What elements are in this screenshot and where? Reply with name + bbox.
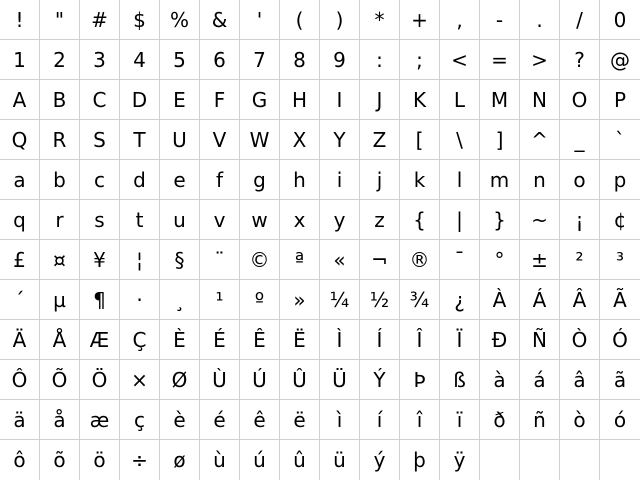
glyph-cell[interactable]: é: [200, 400, 240, 440]
glyph-cell[interactable]: @: [600, 40, 640, 80]
glyph-cell[interactable]: ¯: [440, 240, 480, 280]
glyph-cell[interactable]: õ: [40, 440, 80, 480]
glyph-cell[interactable]: Í: [360, 320, 400, 360]
glyph-cell[interactable]: ²: [560, 240, 600, 280]
glyph-cell[interactable]: ¾: [400, 280, 440, 320]
glyph-cell[interactable]: þ: [400, 440, 440, 480]
glyph-cell[interactable]: 4: [120, 40, 160, 80]
glyph-cell[interactable]: Ð: [480, 320, 520, 360]
glyph-cell[interactable]: ¥: [80, 240, 120, 280]
glyph-cell-empty: [520, 440, 560, 480]
glyph-cell[interactable]: â: [560, 360, 600, 400]
glyph-cell[interactable]: H: [280, 80, 320, 120]
glyph-cell[interactable]: k: [400, 160, 440, 200]
glyph-cell[interactable]: ,: [440, 0, 480, 40]
glyph-cell[interactable]: ö: [80, 440, 120, 480]
glyph-cell[interactable]: Ñ: [520, 320, 560, 360]
glyph-cell[interactable]: ñ: [520, 400, 560, 440]
glyph-cell[interactable]: ©: [240, 240, 280, 280]
glyph-cell[interactable]: -: [480, 0, 520, 40]
glyph-cell[interactable]: Ã: [600, 280, 640, 320]
glyph-cell[interactable]: 1: [0, 40, 40, 80]
glyph-cell[interactable]: ¶: [80, 280, 120, 320]
glyph-cell[interactable]: {: [400, 200, 440, 240]
glyph-cell[interactable]: Û: [280, 360, 320, 400]
glyph-cell[interactable]: ®: [400, 240, 440, 280]
glyph-cell[interactable]: ¹: [200, 280, 240, 320]
glyph-cell[interactable]: P: [600, 80, 640, 120]
glyph-cell[interactable]: 0: [600, 0, 640, 40]
glyph-cell[interactable]: j: [360, 160, 400, 200]
glyph-cell[interactable]: ´: [0, 280, 40, 320]
glyph-cell[interactable]: ¬: [360, 240, 400, 280]
glyph-cell[interactable]: X: [280, 120, 320, 160]
glyph-cell[interactable]: û: [280, 440, 320, 480]
glyph-cell[interactable]: Â: [560, 280, 600, 320]
glyph-cell[interactable]: »: [280, 280, 320, 320]
glyph-cell[interactable]: t: [120, 200, 160, 240]
glyph-cell[interactable]: °: [480, 240, 520, 280]
glyph-cell[interactable]: =: [480, 40, 520, 80]
glyph-cell[interactable]: v: [200, 200, 240, 240]
glyph-cell[interactable]: Ò: [560, 320, 600, 360]
glyph-cell[interactable]: Y: [320, 120, 360, 160]
glyph-cell[interactable]: >: [520, 40, 560, 80]
glyph-cell[interactable]: À: [480, 280, 520, 320]
glyph-cell[interactable]: 9: [320, 40, 360, 80]
glyph-cell[interactable]: 2: [40, 40, 80, 80]
glyph-cell[interactable]: µ: [40, 280, 80, 320]
glyph-cell[interactable]: ü: [320, 440, 360, 480]
glyph-cell[interactable]: ÷: [120, 440, 160, 480]
glyph-cell[interactable]: ?: [560, 40, 600, 80]
glyph-cell[interactable]: ¤: [40, 240, 80, 280]
glyph-cell[interactable]: :: [360, 40, 400, 80]
glyph-cell[interactable]: ò: [560, 400, 600, 440]
glyph-cell[interactable]: I: [320, 80, 360, 120]
glyph-cell[interactable]: è: [160, 400, 200, 440]
glyph-cell[interactable]: q: [0, 200, 40, 240]
glyph-cell[interactable]: ì: [320, 400, 360, 440]
glyph-cell[interactable]: ^: [520, 120, 560, 160]
glyph-cell[interactable]: Ù: [200, 360, 240, 400]
glyph-cell[interactable]: L: [440, 80, 480, 120]
glyph-cell[interactable]: ): [320, 0, 360, 40]
glyph-cell[interactable]: 3: [80, 40, 120, 80]
glyph-cell[interactable]: %: [160, 0, 200, 40]
glyph-cell[interactable]: !: [0, 0, 40, 40]
glyph-cell[interactable]: h: [280, 160, 320, 200]
glyph-cell[interactable]: F: [200, 80, 240, 120]
glyph-cell[interactable]: }: [480, 200, 520, 240]
glyph-cell[interactable]: ù: [200, 440, 240, 480]
glyph-cell[interactable]: å: [40, 400, 80, 440]
glyph-cell[interactable]: Ó: [600, 320, 640, 360]
glyph-cell[interactable]: G: [240, 80, 280, 120]
glyph-cell[interactable]: î: [400, 400, 440, 440]
glyph-cell[interactable]: A: [0, 80, 40, 120]
glyph-cell[interactable]: y: [320, 200, 360, 240]
glyph-cell[interactable]: ¸: [160, 280, 200, 320]
glyph-cell[interactable]: W: [240, 120, 280, 160]
glyph-cell[interactable]: ¢: [600, 200, 640, 240]
glyph-cell[interactable]: æ: [80, 400, 120, 440]
glyph-cell[interactable]: Ä: [0, 320, 40, 360]
glyph-cell[interactable]: ": [40, 0, 80, 40]
glyph-cell[interactable]: S: [80, 120, 120, 160]
glyph-cell[interactable]: ã: [600, 360, 640, 400]
glyph-cell[interactable]: p: [600, 160, 640, 200]
glyph-cell[interactable]: ¨: [200, 240, 240, 280]
glyph-cell[interactable]: V: [200, 120, 240, 160]
glyph-cell[interactable]: ': [240, 0, 280, 40]
glyph-cell[interactable]: ô: [0, 440, 40, 480]
glyph-cell[interactable]: ú: [240, 440, 280, 480]
glyph-cell[interactable]: w: [240, 200, 280, 240]
glyph-cell[interactable]: ·: [120, 280, 160, 320]
glyph-cell[interactable]: D: [120, 80, 160, 120]
glyph-cell[interactable]: ×: [120, 360, 160, 400]
glyph-cell[interactable]: ç: [120, 400, 160, 440]
glyph-cell[interactable]: Ç: [120, 320, 160, 360]
glyph-cell[interactable]: £: [0, 240, 40, 280]
glyph-cell[interactable]: N: [520, 80, 560, 120]
glyph-cell[interactable]: z: [360, 200, 400, 240]
glyph-cell[interactable]: ¡: [560, 200, 600, 240]
glyph-cell[interactable]: Q: [0, 120, 40, 160]
glyph-cell[interactable]: Ì: [320, 320, 360, 360]
glyph-cell[interactable]: [: [400, 120, 440, 160]
glyph-cell[interactable]: ~: [520, 200, 560, 240]
glyph-cell[interactable]: Ý: [360, 360, 400, 400]
glyph-cell[interactable]: r: [40, 200, 80, 240]
glyph-cell[interactable]: $: [120, 0, 160, 40]
glyph-cell[interactable]: §: [160, 240, 200, 280]
glyph-cell[interactable]: |: [440, 200, 480, 240]
glyph-cell[interactable]: T: [120, 120, 160, 160]
glyph-cell[interactable]: í: [360, 400, 400, 440]
glyph-cell[interactable]: Ê: [240, 320, 280, 360]
glyph-cell[interactable]: Ú: [240, 360, 280, 400]
glyph-cell[interactable]: n: [520, 160, 560, 200]
glyph-cell[interactable]: 7: [240, 40, 280, 80]
glyph-cell[interactable]: ³: [600, 240, 640, 280]
glyph-cell[interactable]: ê: [240, 400, 280, 440]
glyph-cell[interactable]: Æ: [80, 320, 120, 360]
glyph-cell[interactable]: ß: [440, 360, 480, 400]
glyph-cell[interactable]: `: [600, 120, 640, 160]
glyph-cell[interactable]: g: [240, 160, 280, 200]
glyph-cell[interactable]: a: [0, 160, 40, 200]
glyph-cell[interactable]: u: [160, 200, 200, 240]
glyph-cell[interactable]: Î: [400, 320, 440, 360]
glyph-cell[interactable]: _: [560, 120, 600, 160]
glyph-cell[interactable]: ó: [600, 400, 640, 440]
glyph-cell[interactable]: B: [40, 80, 80, 120]
glyph-cell[interactable]: ð: [480, 400, 520, 440]
glyph-cell[interactable]: f: [200, 160, 240, 200]
glyph-cell[interactable]: ï: [440, 400, 480, 440]
glyph-cell[interactable]: .: [520, 0, 560, 40]
glyph-cell[interactable]: ÿ: [440, 440, 480, 480]
glyph-cell[interactable]: +: [400, 0, 440, 40]
glyph-cell[interactable]: E: [160, 80, 200, 120]
glyph-cell[interactable]: s: [80, 200, 120, 240]
glyph-cell[interactable]: ä: [0, 400, 40, 440]
glyph-cell[interactable]: Þ: [400, 360, 440, 400]
glyph-cell[interactable]: Å: [40, 320, 80, 360]
glyph-cell[interactable]: à: [480, 360, 520, 400]
glyph-cell[interactable]: &: [200, 0, 240, 40]
glyph-cell[interactable]: U: [160, 120, 200, 160]
glyph-cell[interactable]: ]: [480, 120, 520, 160]
glyph-cell[interactable]: Õ: [40, 360, 80, 400]
glyph-cell[interactable]: M: [480, 80, 520, 120]
glyph-cell[interactable]: Z: [360, 120, 400, 160]
glyph-cell[interactable]: º: [240, 280, 280, 320]
glyph-cell[interactable]: K: [400, 80, 440, 120]
glyph-cell[interactable]: x: [280, 200, 320, 240]
glyph-cell[interactable]: ý: [360, 440, 400, 480]
glyph-cell[interactable]: ø: [160, 440, 200, 480]
glyph-cell-empty: [480, 440, 520, 480]
glyph-cell[interactable]: i: [320, 160, 360, 200]
glyph-cell[interactable]: Ï: [440, 320, 480, 360]
glyph-cell[interactable]: R: [40, 120, 80, 160]
glyph-cell[interactable]: l: [440, 160, 480, 200]
glyph-cell[interactable]: C: [80, 80, 120, 120]
glyph-cell[interactable]: #: [80, 0, 120, 40]
glyph-cell[interactable]: É: [200, 320, 240, 360]
glyph-cell[interactable]: (: [280, 0, 320, 40]
glyph-cell[interactable]: 8: [280, 40, 320, 80]
glyph-cell[interactable]: \: [440, 120, 480, 160]
glyph-cell[interactable]: ë: [280, 400, 320, 440]
glyph-cell[interactable]: Á: [520, 280, 560, 320]
glyph-cell[interactable]: «: [320, 240, 360, 280]
glyph-cell[interactable]: O: [560, 80, 600, 120]
glyph-cell[interactable]: Ë: [280, 320, 320, 360]
glyph-cell[interactable]: 5: [160, 40, 200, 80]
glyph-cell[interactable]: m: [480, 160, 520, 200]
glyph-cell[interactable]: ½: [360, 280, 400, 320]
glyph-cell[interactable]: ¿: [440, 280, 480, 320]
glyph-cell[interactable]: *: [360, 0, 400, 40]
glyph-cell[interactable]: 6: [200, 40, 240, 80]
glyph-cell[interactable]: ±: [520, 240, 560, 280]
glyph-cell[interactable]: Ü: [320, 360, 360, 400]
glyph-cell[interactable]: e: [160, 160, 200, 200]
glyph-cell[interactable]: ¼: [320, 280, 360, 320]
glyph-cell[interactable]: o: [560, 160, 600, 200]
glyph-cell[interactable]: ª: [280, 240, 320, 280]
glyph-cell[interactable]: d: [120, 160, 160, 200]
glyph-cell[interactable]: Ö: [80, 360, 120, 400]
glyph-cell-empty: [560, 440, 600, 480]
glyph-cell[interactable]: b: [40, 160, 80, 200]
glyph-cell[interactable]: Ô: [0, 360, 40, 400]
glyph-cell[interactable]: È: [160, 320, 200, 360]
glyph-cell[interactable]: á: [520, 360, 560, 400]
glyph-cell[interactable]: ;: [400, 40, 440, 80]
glyph-cell[interactable]: ¦: [120, 240, 160, 280]
glyph-cell[interactable]: Ø: [160, 360, 200, 400]
glyph-cell[interactable]: c: [80, 160, 120, 200]
glyph-cell[interactable]: J: [360, 80, 400, 120]
glyph-cell[interactable]: /: [560, 0, 600, 40]
glyph-cell-empty: [600, 440, 640, 480]
glyph-cell[interactable]: <: [440, 40, 480, 80]
